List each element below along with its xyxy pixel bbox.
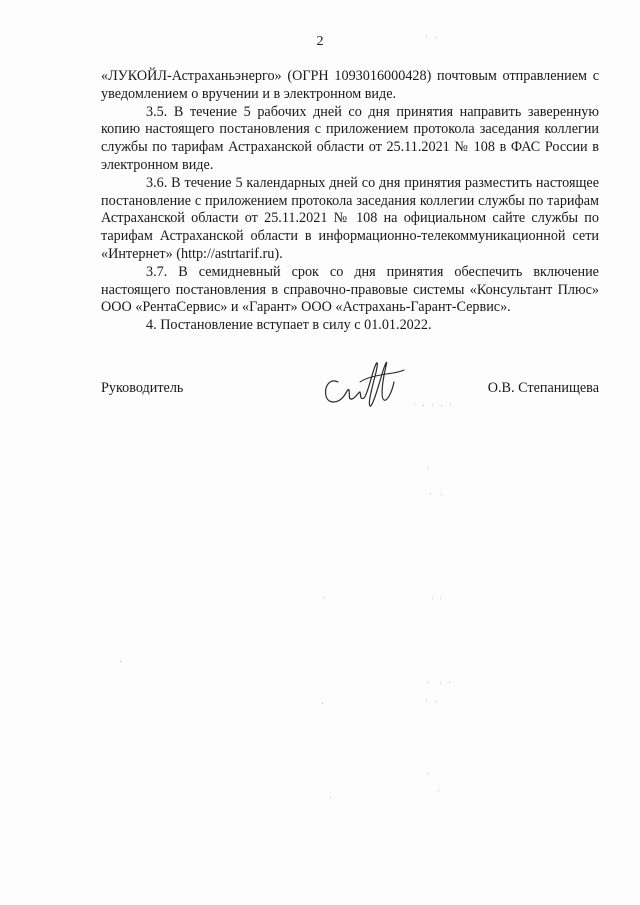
paragraph-4: 4. Постановление вступает в силу с 01.01.2022. — [146, 317, 432, 334]
handwritten-signature-icon — [316, 352, 412, 410]
signer-title: Руководитель — [101, 380, 184, 396]
signer-name: О.В. Степанищева — [487, 380, 599, 396]
paragraph-3-6: 3.6. В течение 5 календарных дней со дня принятия разместить настоящее постановление с приложением протокола заседания коллегии службы по тарифам Астраханской области от 25.11.2021 № 108 на официальном сайте службы по тарифам Астраханской области в информационно-телекоммуникационной сети «Интернет» (http://astrtarif.ru). — [101, 174, 599, 262]
paragraph-3-7: 3.7. В семидневный срок со дня принятия обеспечить включение настоящего постановления в справочно-правовые системы «Консультант Плюс» ООО «РентаСервис» и «Гарант» ООО «Астрахань-Гарант-Сервис». — [101, 263, 599, 316]
document-body — [101, 68, 599, 335]
paragraph-3-5: 3.5. В течение 5 рабочих дней со дня принятия направить заверенную копию настоящего постановления с приложением протокола заседания коллегии службы по тарифам Астраханской области от 25.11.2021 № 108 в ФАС России в электронном виде. — [101, 103, 599, 173]
paragraph-recipient-continuation: «ЛУКОЙЛ-Астраханьэнерго» (ОГРН 1093016000428) почтовым отправлением с уведомлением о вручении и в электронном виде. — [101, 68, 599, 102]
page-number: 2 — [316, 34, 324, 49]
